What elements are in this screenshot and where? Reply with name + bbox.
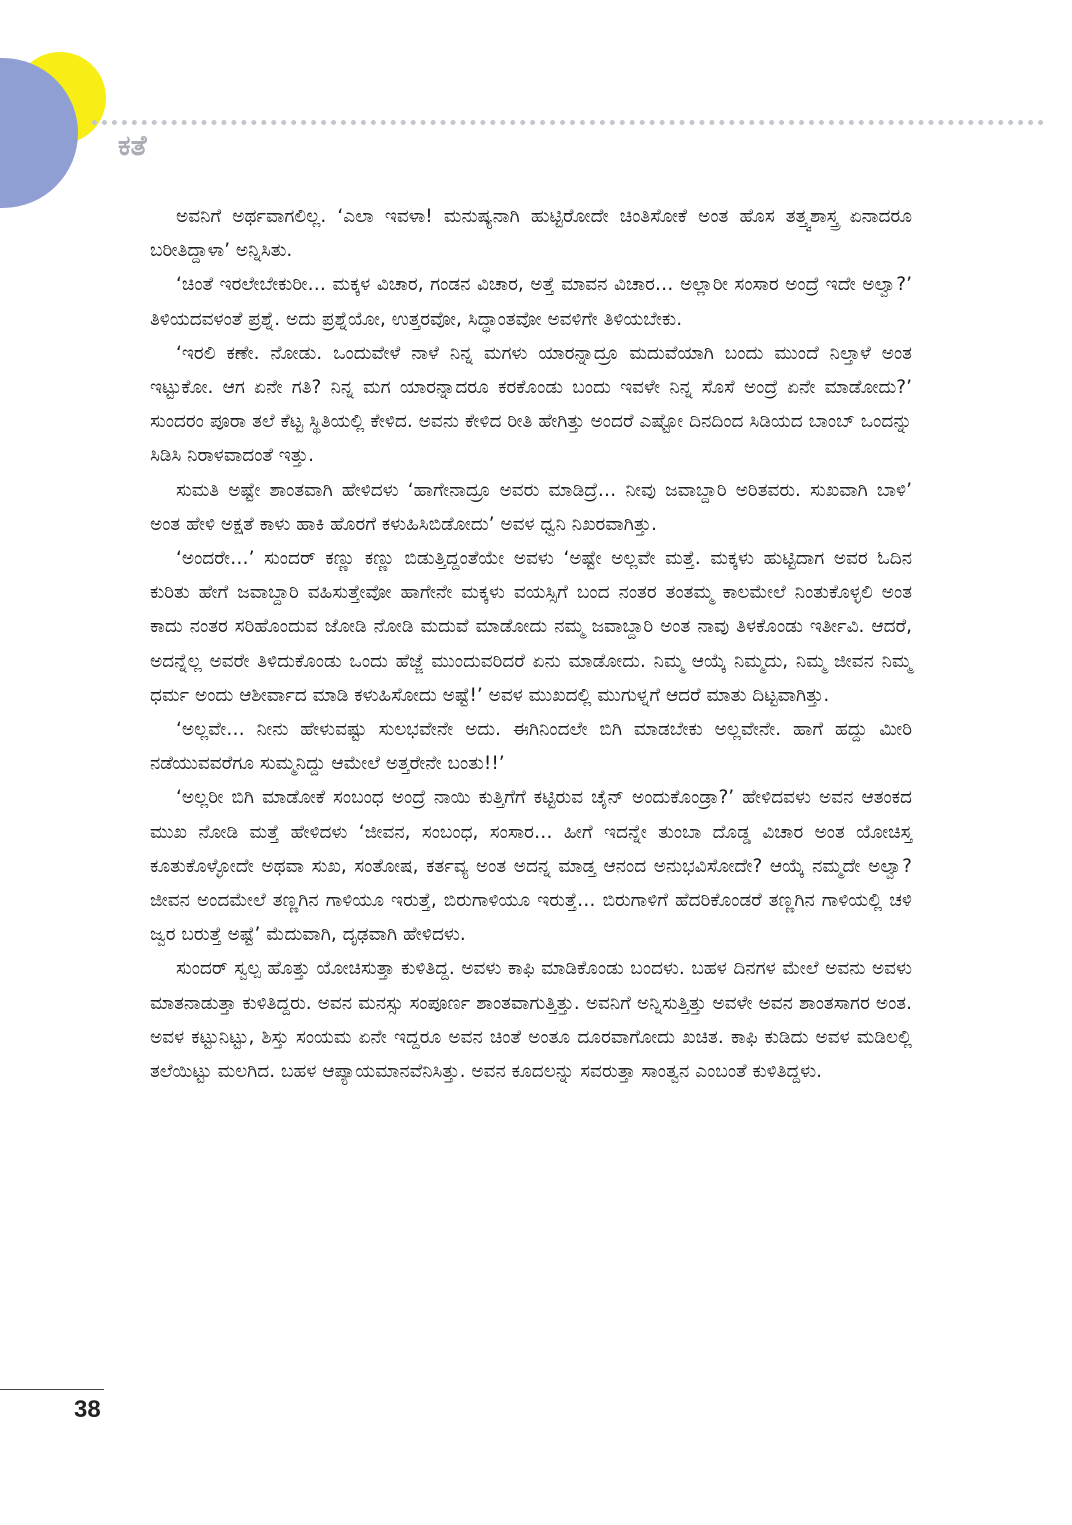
paragraph: ಸುಂದರ್ ಸ್ವಲ್ಪ ಹೊತ್ತು ಯೋಚಿಸುತ್ತಾ ಕುಳಿತಿದ್ದ. ಅವಳು ಕಾಫಿ ಮಾಡಿಕೊಂಡು ಬಂದಳು. ಬಹಳ ದಿನಗಳ ಮೇಲೆ ಅವನು ಅವಳು ಮಾತನಾಡುತ್ತಾ ಕುಳಿತಿದ್ದರು. ಅವನ ಮನಸ್ಸು ಸಂಪೂರ್ಣ ಶಾಂತವಾಗುತ್ತಿತ್ತು. ಅವನಿಗೆ ಅನ್ನಿಸುತ್ತಿತ್ತು ಅವಳೇ ಅವನ ಶಾಂತಸಾಗರ ಅಂತ. ಅವಳ ಕಟ್ಟುನಿಟ್ಟು, ಶಿಸ್ತು ಸಂಯಮ ಏನೇ ಇದ್ದರೂ ಅವನ ಚಿಂತೆ ಅಂತೂ ದೂರವಾಗೋದು ಖಚಿತ. ಕಾಫಿ ಕುಡಿದು ಅವಳ ಮಡಿಲಲ್ಲಿ ತಲೆಯಿಟ್ಟು ಮಲಗಿದ. ಬಹಳ ಆಪ್ಯಾಯಮಾನವೆನಿಸಿತ್ತು. ಅವನ ಕೂದಲನ್ನು ಸವರುತ್ತಾ ಸಾಂತ್ವನ ಎಂಬಂತೆ ಕುಳಿತಿದ್ದಳು. [150, 958, 912, 1083]
dotted-header-rule [92, 120, 1044, 125]
section-title: ಕತೆ [118, 129, 147, 162]
story-body [150, 200, 912, 1089]
paragraph: ‘ಇರಲಿ ಕಣೇ. ನೋಡು. ಒಂದುವೇಳೆ ನಾಳೆ ನಿನ್ನ ಮಗಳು ಯಾರನ್ನಾದ್ರೂ ಮದುವೆಯಾಗಿ ಬಂದು ಮುಂದೆ ನಿಲ್ತಾಳೆ ಅಂತ ಇಟ್ಟುಕೋ. ಆಗ ಏನೇ ಗತಿ? ನಿನ್ನ ಮಗ ಯಾರನ್ನಾದರೂ ಕರಕೊಂಡು ಬಂದು ಇವಳೇ ನಿನ್ನ ಸೊಸೆ ಅಂದ್ರೆ ಏನೇ ಮಾಡೋದು?’ ಸುಂದರಂ ಪೂರಾ ತಲೆ ಕೆಟ್ಟ ಸ್ಥಿತಿಯಲ್ಲಿ ಕೇಳಿದ. ಅವನು ಕೇಳಿದ ರೀತಿ ಹೇಗಿತ್ತು ಅಂದರೆ ಎಷ್ಟೋ ದಿನದಿಂದ ಸಿಡಿಯದ ಬಾಂಬ್ ಒಂದನ್ನು ಸಿಡಿಸಿ ನಿರಾಳವಾದಂತೆ ಇತ್ತು. [150, 342, 912, 467]
page-number: 38 [74, 1396, 101, 1423]
paragraph: ‘ಅಂದರೇ…’ ಸುಂದರ್ ಕಣ್ಣು ಕಣ್ಣು ಬಿಡುತ್ತಿದ್ದಂತೆಯೇ ಅವಳು ‘ಅಷ್ಟೇ ಅಲ್ಲವೇ ಮತ್ತೆ. ಮಕ್ಕಳು ಹುಟ್ಟಿದಾಗ ಅವರ ಓದಿನ ಕುರಿತು ಹೇಗೆ ಜವಾಬ್ದಾರಿ ವಹಿಸುತ್ತೇವೋ ಹಾಗೇನೇ ಮಕ್ಕಳು ವಯಸ್ಸಿಗೆ ಬಂದ ನಂತರ ತಂತಮ್ಮ ಕಾಲಮೇಲೆ ನಿಂತುಕೊಳ್ಳಲಿ ಅಂತ ಕಾದು ನಂತರ ಸರಿಹೊಂದುವ ಜೋಡಿ ನೋಡಿ ಮದುವೆ ಮಾಡೋದು ನಮ್ಮ ಜವಾಬ್ದಾರಿ ಅಂತ ನಾವು ತಿಳಕೊಂಡು ಇರ್ತೀವಿ. ಆದರೆ, ಅದನ್ನೆಲ್ಲ ಅವರೇ ತಿಳಿದುಕೊಂಡು ಒಂದು ಹೆಜ್ಜೆ ಮುಂದುವರಿದರೆ ಏನು ಮಾಡೋದು. ನಿಮ್ಮ ಆಯ್ಕೆ ನಿಮ್ಮದು, ನಿಮ್ಮ ಜೀವನ ನಿಮ್ಮ ಧರ್ಮ ಅಂದು ಆಶೀರ್ವಾದ ಮಾಡಿ ಕಳುಹಿಸೋದು ಅಷ್ಟೆ!’ ಅವಳ ಮುಖದಲ್ಲಿ ಮುಗುಳ್ನಗೆ ಆದರೆ ಮಾತು ದಿಟ್ಟವಾಗಿತ್ತು. [150, 548, 912, 706]
paragraph: ‘ಅಲ್ಲರೀ ಬಿಗಿ ಮಾಡೋಕೆ ಸಂಬಂಧ ಅಂದ್ರೆ ನಾಯಿ ಕುತ್ತಿಗೆಗೆ ಕಟ್ಟಿರುವ ಚೈನ್ ಅಂದುಕೊಂಡ್ರಾ?’ ಹೇಳಿದವಳು ಅವನ ಆತಂಕದ ಮುಖ ನೋಡಿ ಮತ್ತೆ ಹೇಳಿದಳು ‘ಜೀವನ, ಸಂಬಂಧ, ಸಂಸಾರ… ಹೀಗೆ ಇದನ್ನೇ ತುಂಬಾ ದೊಡ್ಡ ವಿಚಾರ ಅಂತ ಯೋಚಿಸ್ತ ಕೂತುಕೊಳ್ಳೋದೇ ಅಥವಾ ಸುಖ, ಸಂತೋಷ, ಕರ್ತವ್ಯ ಅಂತ ಅದನ್ನ ಮಾಡ್ತ ಆನಂದ ಅನುಭವಿಸೋದೇ? ಆಯ್ಕೆ ನಮ್ಮದೇ ಅಲ್ವಾ? ಜೀವನ ಅಂದಮೇಲೆ ತಣ್ಣಗಿನ ಗಾಳಿಯೂ ಇರುತ್ತೆ, ಬಿರುಗಾಳಿಯೂ ಇರುತ್ತೆ… ಬಿರುಗಾಳಿಗೆ ಹೆದರಿಕೊಂಡರೆ ತಣ್ಣಗಿನ ಗಾಳಿಯಲ್ಲಿ ಚಳಿ ಜ್ವರ ಬರುತ್ತೆ ಅಷ್ಟೆ’ ಮೆದುವಾಗಿ, ದೃಢವಾಗಿ ಹೇಳಿದಳು. [150, 787, 912, 946]
paragraph: ಅವನಿಗೆ ಅರ್ಥವಾಗಲಿಲ್ಲ. ‘ಎಲಾ ಇವಳಾ! ಮನುಷ್ಯನಾಗಿ ಹುಟ್ಟಿರೋದೇ ಚಿಂತಿಸೋಕೆ ಅಂತ ಹೊಸ ತತ್ತ್ವಶಾಸ್ತ್ರ ಏನಾದರೂ ಬರೀತಿದ್ದಾಳಾ’ ಅನ್ನಿಸಿತು. [150, 206, 912, 262]
paragraph: ‘ಚಿಂತೆ ಇರಲೇಬೇಕುರೀ… ಮಕ್ಕಳ ವಿಚಾರ, ಗಂಡನ ವಿಚಾರ, ಅತ್ತೆ ಮಾವನ ವಿಚಾರ… ಅಲ್ಲಾರೀ ಸಂಸಾರ ಅಂದ್ರೆ ಇದೇ ಅಲ್ವಾ?’ ತಿಳಿಯದವಳಂತೆ ಪ್ರಶ್ನೆ. ಅದು ಪ್ರಶ್ನೆಯೋ, ಉತ್ತರವೋ, ಸಿದ್ಧಾಂತವೋ ಅವಳಿಗೇ ತಿಳಿಯಬೇಕು. [150, 274, 912, 330]
paragraph: ಸುಮತಿ ಅಷ್ಟೇ ಶಾಂತವಾಗಿ ಹೇಳಿದಳು ‘ಹಾಗೇನಾದ್ರೂ ಅವರು ಮಾಡಿದ್ರೆ… ನೀವು ಜವಾಬ್ದಾರಿ ಅರಿತವರು. ಸುಖವಾಗಿ ಬಾಳಿ’ ಅಂತ ಹೇಳಿ ಅಕ್ಷತೆ ಕಾಳು ಹಾಕಿ ಹೊರಗೆ ಕಳುಹಿಸಿಬಿಡೋದು’ ಅವಳ ಧ್ವನಿ ನಿಖರವಾಗಿತ್ತು. [150, 479, 912, 535]
paragraph: ‘ಅಲ್ಲವೇ… ನೀನು ಹೇಳುವಷ್ಟು ಸುಲಭವೇನೇ ಅದು. ಈಗಿನಿಂದಲೇ ಬಿಗಿ ಮಾಡಬೇಕು ಅಲ್ಲವೇನೇ. ಹಾಗೆ ಹದ್ದು ಮೀರಿ ನಡೆಯುವವರೆಗೂ ಸುಮ್ಮನಿದ್ದು ಆಮೇಲೆ ಅತ್ತರೇನೇ ಬಂತು!!’ [150, 719, 912, 775]
footer-rule [0, 1389, 104, 1390]
